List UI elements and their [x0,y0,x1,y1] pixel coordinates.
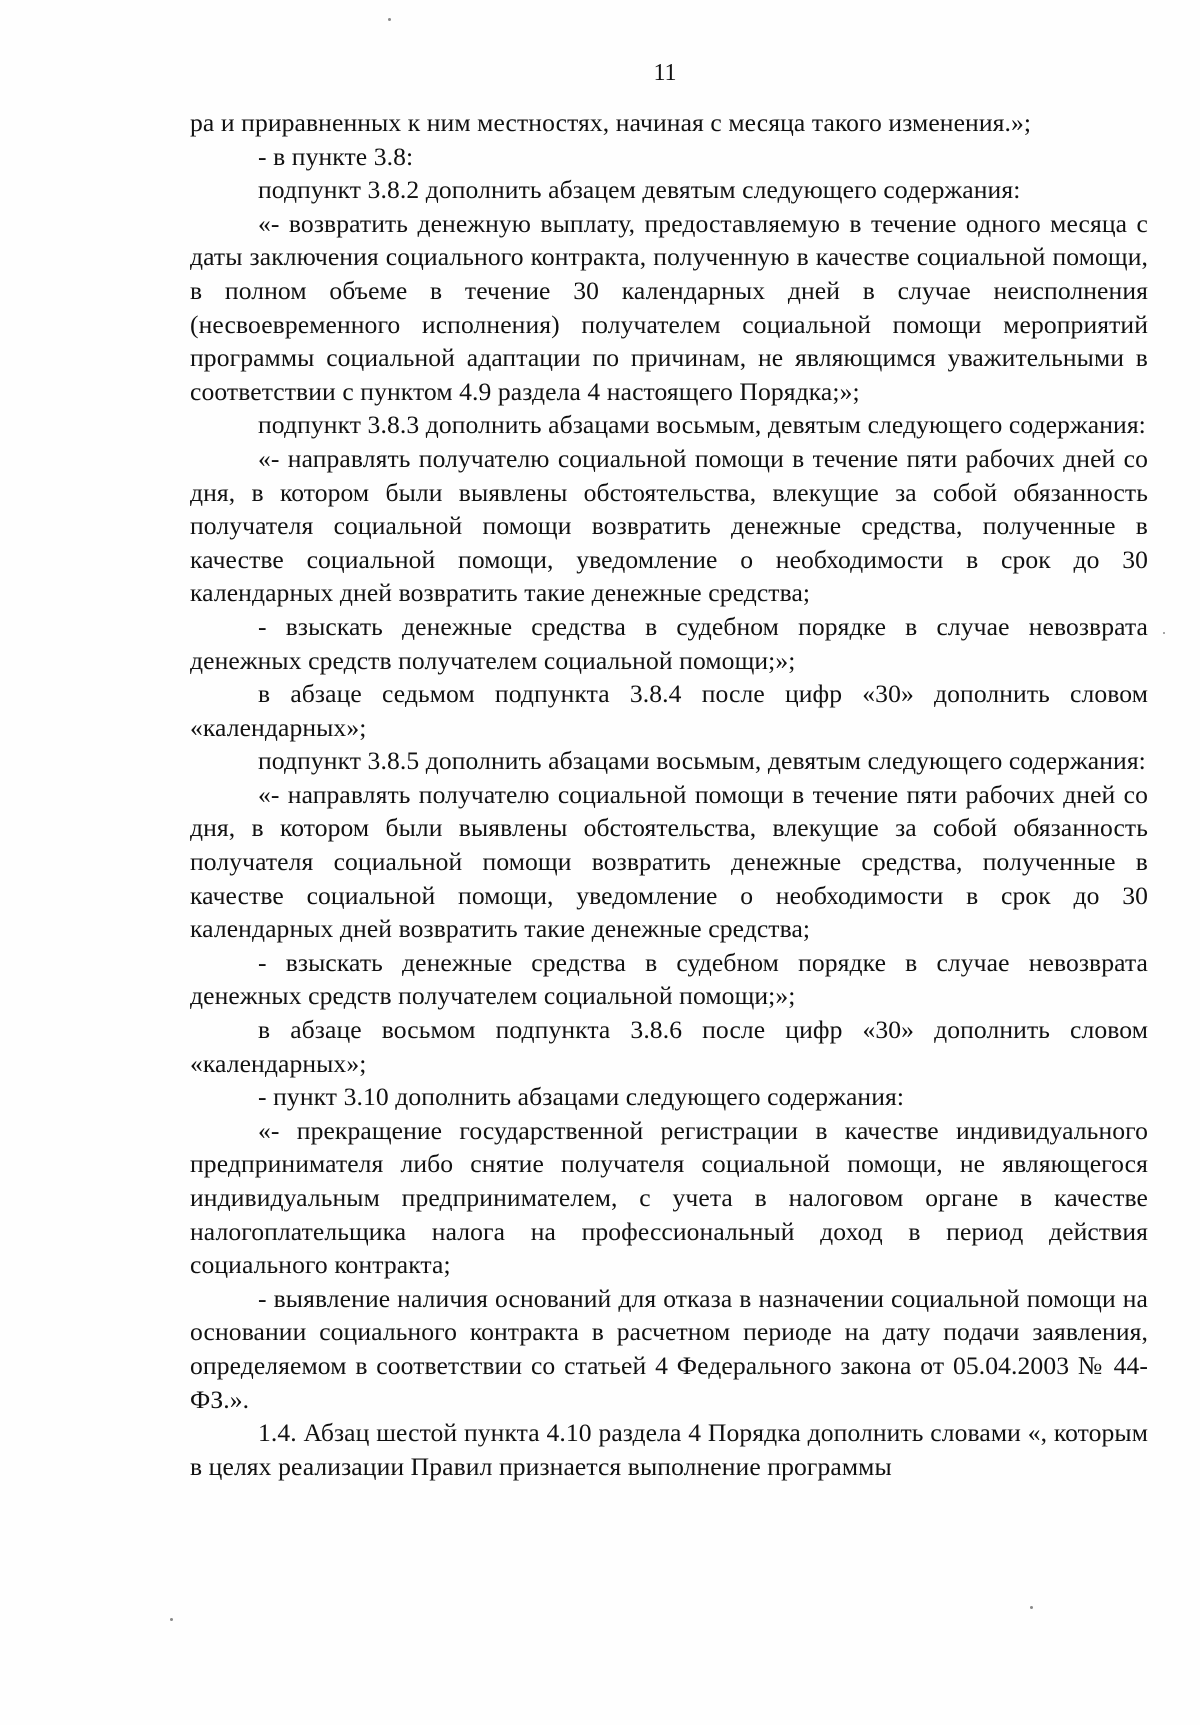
paragraph-2: - в пункте 3.8: [258,141,414,171]
paragraph-5: подпункт 3.8.3 дополнить абзацами восьмым, девятым следующего содержания: [258,410,1146,440]
paragraph-3: подпункт 3.8.2 дополнить абзацем девятым следующего содержания: [258,175,1021,205]
paragraph-16: 1.4. Абзац шестой пункта 4.10 раздела 4 Порядка дополнить словами «, которым в целях реализации Правил признается выполнение программы [190,1418,1148,1481]
paragraph-14: «- прекращение государственной регистрации в качестве индивидуального предпринимателя либо снятие получателя социальной помощи, не являющегося индивидуальным предпринимателем, с учета в налоговом органе в качестве налогоплательщика налога на профессиональный доход в период действия социального контракта; [190,1115,1148,1280]
paragraph-7: - взыскать денежные средства в судебном порядке в случае невозврата денежных средств получателем социальной помощи;»; [190,611,1148,675]
document-body [190,106,1148,1483]
scan-speck [388,18,391,21]
paragraph-8: в абзаце седьмом подпункта 3.8.4 после цифр «30» дополнить словом «календарных»; [190,679,1148,742]
paragraph-11: - взыскать денежные средства в судебном порядке в случае невозврата денежных средств получателем социальной помощи;»; [190,947,1148,1011]
paragraph-1: ра и приравненных к ним местностях, начиная с месяца такого изменения.»; [190,108,1032,137]
scan-speck [1163,632,1165,634]
paragraph-15: - выявление наличия оснований для отказа в назначении социальной помощи на основании социального контракта в расчетном периоде на дату подачи заявления, определяемом в соответствии со статьей 4 Федерального закона от 05.04.2003 № 44-ФЗ.». [190,1283,1148,1414]
scan-speck [1030,1606,1033,1609]
scan-speck [170,1618,173,1621]
paragraph-10: «- направлять получателю социальной помощи в течение пяти рабочих дней со дня, в котором были выявлены обстоятельства, влекущие за собой обязанность получателя социальной помощи возвратить денежные средства, полученные в качестве социальной помощи, уведомление о необходимости в срок до 30 календарных дней возвратить такие денежные средства; [190,779,1148,944]
page-number: 11 [653,60,677,86]
paragraph-6: «- направлять получателю социальной помощи в течение пяти рабочих дней со дня, в котором были выявлены обстоятельства, влекущие за собой обязанность получателя социальной помощи возвратить денежные средства, полученные в качестве социальной помощи, уведомление о необходимости в срок до 30 календарных дней возвратить такие денежные средства; [190,443,1148,608]
paragraph-9: подпункт 3.8.5 дополнить абзацами восьмым, девятым следующего содержания: [258,746,1146,776]
paragraph-13: - пункт 3.10 дополнить абзацами следующего содержания: [258,1082,905,1112]
paragraph-4: «- возвратить денежную выплату, предоставляемую в течение одного месяца с даты заключения социального контракта, полученную в качестве социальной помощи, в полном объеме в течение 30 календарных дней в случае неисполнения (несвоевременного исполнения) получателем социальной помощи мероприятий программы социальной адаптации по причинам, не являющимся уважительными в соответствии с пунктом 4.9 раздела 4 настоящего Порядка;»; [190,208,1148,406]
paragraph-12: в абзаце восьмом подпункта 3.8.6 после цифр «30» дополнить словом «календарных»; [190,1015,1148,1078]
